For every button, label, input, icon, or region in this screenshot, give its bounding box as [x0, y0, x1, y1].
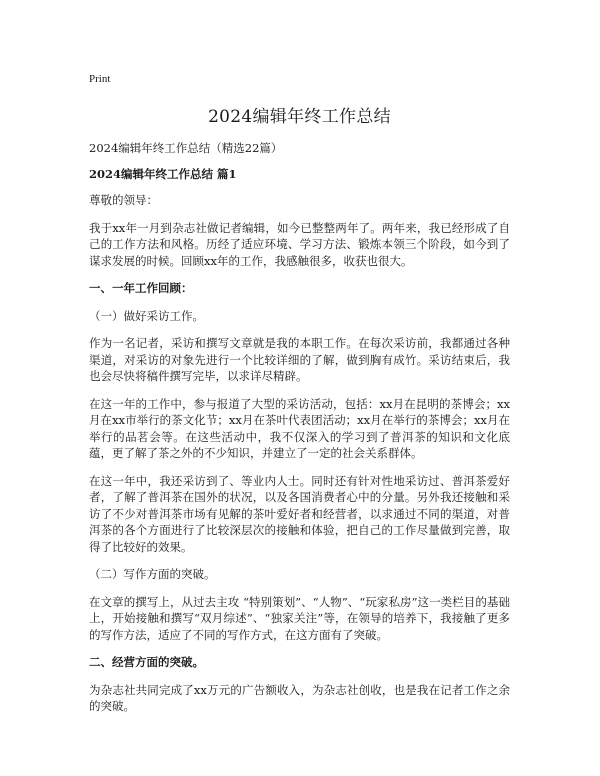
- interview-paragraph-1: 作为一名记者，采访和撰写文章就是我的本职工作。在每次采访前，我都通过各种渠道，对采访的对象先进行一个比较详细的了解，做到胸有成竹。采访结束后，我也会尽快将稿件撰写完毕，以求详尽精辟。: [89, 336, 510, 383]
- print-label[interactable]: Print: [89, 73, 111, 85]
- page-title: 2024编辑年终工作总结: [208, 107, 391, 127]
- section-heading-review: 一、一年工作回顾：: [89, 281, 193, 295]
- intro-paragraph: 我于xx年一月到杂志社做记者编辑，如今已整整两年了。两年来，我已经形成了自己的工作方法和风格。历经了适应环境、学习方法、锻炼本领三个阶段，如今到了谋求发展的时候。回顾xx年的工作，我感触很多，收获也很大。: [89, 220, 510, 268]
- greeting-text: 尊敬的领导：: [89, 193, 158, 207]
- article-heading: 2024编辑年终工作总结 篇1: [89, 167, 237, 181]
- document-subtitle: 2024编辑年终工作总结（精选22篇）: [89, 141, 283, 155]
- interview-paragraph-2: 在这一年的工作中，参与报道了大型的采访活动，包括：xx月在昆明的茶博会；xx月在xx市举行的茶文化节；xx月在茶叶代表团活动；xx月在举行的茶博会；xx月在举行的品茗会等。在这些活动中，我不仅深入的学习到了普洱茶的知识和文化底蕴，更了解了茶之外的不少知识，并建立了一定的社会关系群体。: [89, 396, 510, 460]
- subsection-heading-interviews: （一）做好采访工作。: [89, 308, 204, 323]
- interview-paragraph-3: 在这一年中，我还采访到了、等业内人士。同时还有针对性地采访过、普洱茶爱好者，了解了普洱茶在国外的状况，以及各国消费者心中的分量。另外我还接触和采访了不少对普洱茶市场有见解的茶叶爱好者和经营者，以求通过不同的渠道，对普洱茶的各个方面进行了比较深层次的接触和体验，把自己的工作尽量做到完善，取得了比较好的效果。: [89, 473, 510, 554]
- writing-paragraph-1: 在文章的撰写上，从过去主攻 “特别策划”、“人物”、“玩家私房”这一类栏目的基础上，开始接触和撰写“双月综述”、“独家关注”等，在领导的培养下，我接触了更多的写作方法，适应了不同的写作方式，在这方面有了突破。: [89, 594, 510, 642]
- section-heading-business: 二、经营方面的突破。: [89, 655, 204, 669]
- business-paragraph-1: 为杂志社共同完成了xx万元的广告额收入，为杂志社创收，也是我在记者工作之余的突破。: [89, 682, 510, 713]
- subsection-heading-writing: （二）写作方面的突破。: [89, 567, 216, 581]
